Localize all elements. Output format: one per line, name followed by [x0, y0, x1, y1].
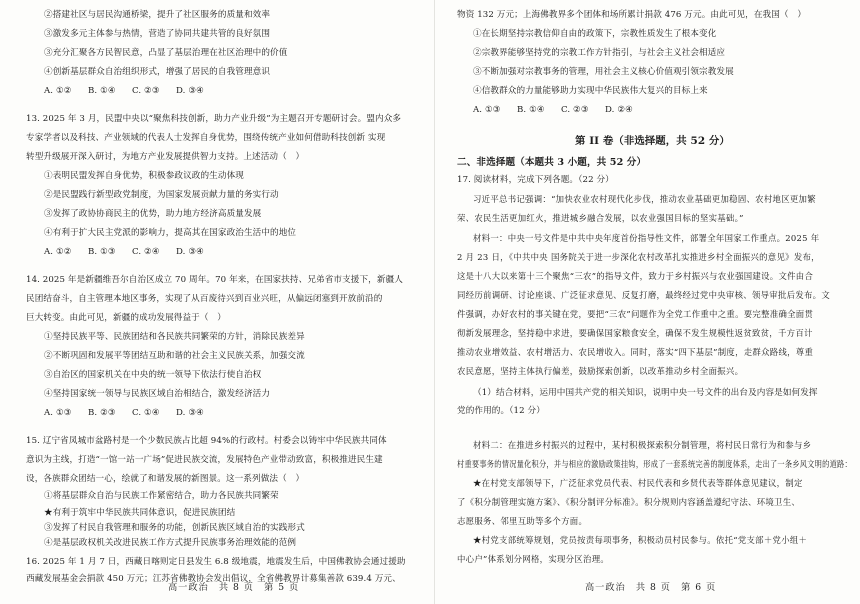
question-line: ③激发多元主体参与热情，营造了协同共建共管的良好氛围: [44, 29, 271, 39]
material-1-line: 同经历前调研、讨论座谈、广泛征求意见、反复打磨，最终经过党中央审核、领导审批后发布。文: [457, 290, 831, 300]
question-17-1-line: （1）结合材料，运用中国共产党的相关知识，说明中央一号文件的出台及内容是如何发挥: [473, 388, 818, 398]
material-2-line: 了《积分制管理实施方案》、《积分制评分标准》。积分规则内容涵盖遵纪守法、环境卫生、: [457, 497, 801, 507]
question-16-line: ③不断加强对宗教事务的管理，用社会主义核心价值观引领宗教发展: [473, 67, 734, 77]
answer-option: A. ①②: [44, 247, 72, 257]
question-16-line: ①在长期坚持宗教信仰自由的政策下，宗教性质发生了根本变化: [473, 29, 717, 39]
question-line: ②搭建社区与居民沟通桥梁，提升了社区服务的质量和效率: [44, 10, 271, 20]
question-17-1-line: 党的作用的。（12 分）: [457, 406, 545, 416]
material-1-line: 件强调，办好农村的事关键在党，要把“三农”问题作为全党工作重中之重。要完整准确全面贯: [457, 309, 814, 319]
options-q14: [44, 408, 220, 419]
material-2-line: 村重要事务的情况量化积分，并与相应的激励政策挂钩，形成了一套系统完善的制度体系，走出了一条乡风文明的道路：: [457, 459, 852, 469]
page-5-footer: 高一政治 共 8 页 第 5 页: [168, 582, 300, 593]
question-line: ★有利于筑牢中华民族共同体意识，促进民族团结: [44, 508, 236, 518]
question-line: ④有利于扩大民主党派的影响力，提高其在国家政治生活中的地位: [44, 228, 297, 238]
question-line: 意识为主线，打造“一馆一站一广场”促进民族交流，发展特色产业带动致富，积极推进民生建: [26, 455, 383, 465]
answer-option: B. ②③: [88, 408, 116, 418]
material-1-line: 农民意愿，坚持主体执行偏差，鼓励探索创新，以改革推动乡村全面振兴。: [457, 366, 744, 376]
options-q12: [44, 86, 220, 97]
part-ii-title: 第 II 卷（非选择题，共 52 分）: [575, 135, 730, 147]
question-line: ④创新基层群众自治组织形式，增强了居民的自我管理意识: [44, 67, 271, 77]
answer-option: C. ②④: [132, 247, 160, 257]
question-line: 巨大转变。由此可见，新疆的成功发展得益于（ ）: [26, 313, 226, 323]
question-line: ③发挥了政协协商民主的优势，助力地方经济高质量发展: [44, 209, 262, 219]
question-line: 13. 2025 年 3 月，民盟中央以“聚焦科技创新，助力产业升级”为主题召开专题研讨会。盟内众多: [26, 114, 402, 124]
answer-option: C. ②③: [132, 86, 160, 96]
question-line: 15. 辽宁省凤城市盆路村是一个少数民族占比超 94%的行政村。村委会以铸牢中华民族共同体: [26, 436, 387, 446]
answer-option: A. ①③: [473, 105, 501, 115]
answer-option: D. ②④: [605, 105, 633, 115]
material-1-line: 这是十八大以来第十三个聚焦“三农”的指导文件，致力于乡村振兴与农业强国建设。文件由合: [457, 271, 814, 281]
question-line: ①将基层群众自治与民族工作紧密结合，助力各民族共同繁荣: [44, 491, 279, 501]
page-6-footer: 高一政治 共 8 页 第 6 页: [585, 582, 717, 593]
material-2-line: 中心户”体系划分网格，实现分区治理。: [457, 554, 610, 564]
answer-option: D. ③④: [176, 247, 204, 257]
question-line: ③自治区的国家机关在中央的统一领导下依法行使自治权: [44, 370, 262, 380]
material-1-line: 彻新发展理念，坚持稳中求进，要确保国家粮食安全，确保不发生规模性返贫致贫，千方百计: [457, 328, 813, 338]
answer-option: C. ②③: [561, 105, 589, 115]
answer-option: D. ③④: [176, 408, 204, 418]
material-2-line: 志愿服务、邻里互助等多个方面。: [457, 516, 588, 526]
answer-option: B. ①④: [517, 105, 545, 115]
answer-option: C. ①④: [132, 408, 160, 418]
question-line: ①坚持民族平等、民族团结和各民族共同繁荣的方针，消除民族差异: [44, 332, 305, 342]
options-q13: [44, 247, 220, 258]
material-2-line: 材料二：在推进乡村振兴的过程中，某村积极探索积分制管理，将村民日常行为和参与乡: [473, 440, 812, 450]
question-line: ①表明民盟发挥自身优势，积极参政议政的生动体现: [44, 171, 244, 181]
question-line: 14. 2025 年是新疆维吾尔自治区成立 70 周年。70 年来，在国家扶持、兄弟省市支援下，新疆人: [26, 275, 403, 285]
question-line: ④是基层政权机关改进民族工作方式提升民族事务治理效能的范例: [44, 538, 297, 548]
question-line: 转型升级展开深入研讨，为地方产业发展提供智力支持。上述活动（ ）: [26, 152, 305, 162]
question-line: ②不断巩固和发展平等团结互助和谐的社会主义民族关系，加强交流: [44, 351, 305, 361]
material-1-line: 材料一：中央一号文件是中共中央年度首份指导性文件，部署全年国家工作重点。2025 年: [473, 233, 820, 243]
material-1-line: 推动农业增效益、农村增活力、农民增收入。同时，落实“四下基层”制度，走群众路线，尊重: [457, 347, 814, 357]
question-line: ③充分汇聚各方民智民意，凸显了基层治理在社区治理中的价值: [44, 48, 288, 58]
material-1-line: 荣、农民生活更加红火，推进城乡融合发展，以农业强国目标的坚实基础。”: [457, 213, 744, 223]
question-line: 设，各族群众团结一心，绘就了和谐发展的新图景。这一系列做法（ ）: [26, 474, 305, 484]
question-17-intro: 17. 阅读材料，完成下列各题。（22 分）: [457, 175, 614, 185]
section-title: 二、非选择题（本题共 3 小题，共 52 分）: [457, 157, 647, 168]
answer-option: B. ①③: [88, 247, 116, 257]
question-line: 专家学者以及科技、产业领域的代表人士发挥自身优势，围绕传统产业如何借助科技创新 实现: [26, 133, 386, 143]
question-16-line: ②宗教界能够坚持党的宗教工作方针指引，与社会主义社会相适应: [473, 48, 726, 58]
question-line: ②是民盟践行新型政党制度，为国家发展贡献力量的务实行动: [44, 190, 279, 200]
answer-option: D. ③④: [176, 86, 204, 96]
exam-page-6: [435, 0, 860, 604]
question-16-line: 物资 132 万元；上海佛教界多个团体和场所累计捐款 476 万元。由此可见，在我国（ ）: [457, 10, 807, 20]
material-2-line: ★在村党支部领导下，广泛征求党员代表、村民代表和乡贤代表等群体意见建议，制定: [473, 478, 803, 488]
material-2-line: ★村党支部统筹规划，党员按责每项事务，积极动员村民参与。依托“党支部＋党小组＋: [473, 535, 808, 545]
question-line: 西藏发展基金会捐款 450 万元；江苏省佛教协会发出倡议，全省佛教界计募集善款 639.4 万元、: [26, 574, 401, 584]
question-line: 民团结奋斗，自主管理本地区事务，实现了从百废待兴到百业兴旺，从偏远闭塞到开放前沿的: [26, 294, 383, 304]
question-line: 16. 2025 年 1 月 7 日，西藏日喀则定日县发生 6.8 级地震，地震发生后，中国佛教协会通过援助: [26, 557, 406, 567]
answer-option: A. ①③: [44, 408, 72, 418]
answer-option: B. ①④: [88, 86, 116, 96]
question-line: ④坚持国家统一领导与民族区域自治相结合，激发经济活力: [44, 389, 271, 399]
answer-option: A. ①②: [44, 86, 72, 96]
material-1-line: 2 月 23 日，《中共中央 国务院关于进一步深化农村改革扎实推进乡村全面振兴的意见》发布，: [457, 252, 820, 262]
options-q16: [473, 105, 649, 116]
question-line: ③发挥了村民自我管理和服务的功能，创新民族区域自治的实践形式: [44, 523, 305, 533]
question-16-line: ④信教群众的力量能够助力实现中华民族伟大复兴的目标上来: [473, 86, 708, 96]
material-1-line: 习近平总书记强调：“加快农业农村现代化步伐，推动农业基础更加稳固、农村地区更加繁: [473, 194, 816, 204]
